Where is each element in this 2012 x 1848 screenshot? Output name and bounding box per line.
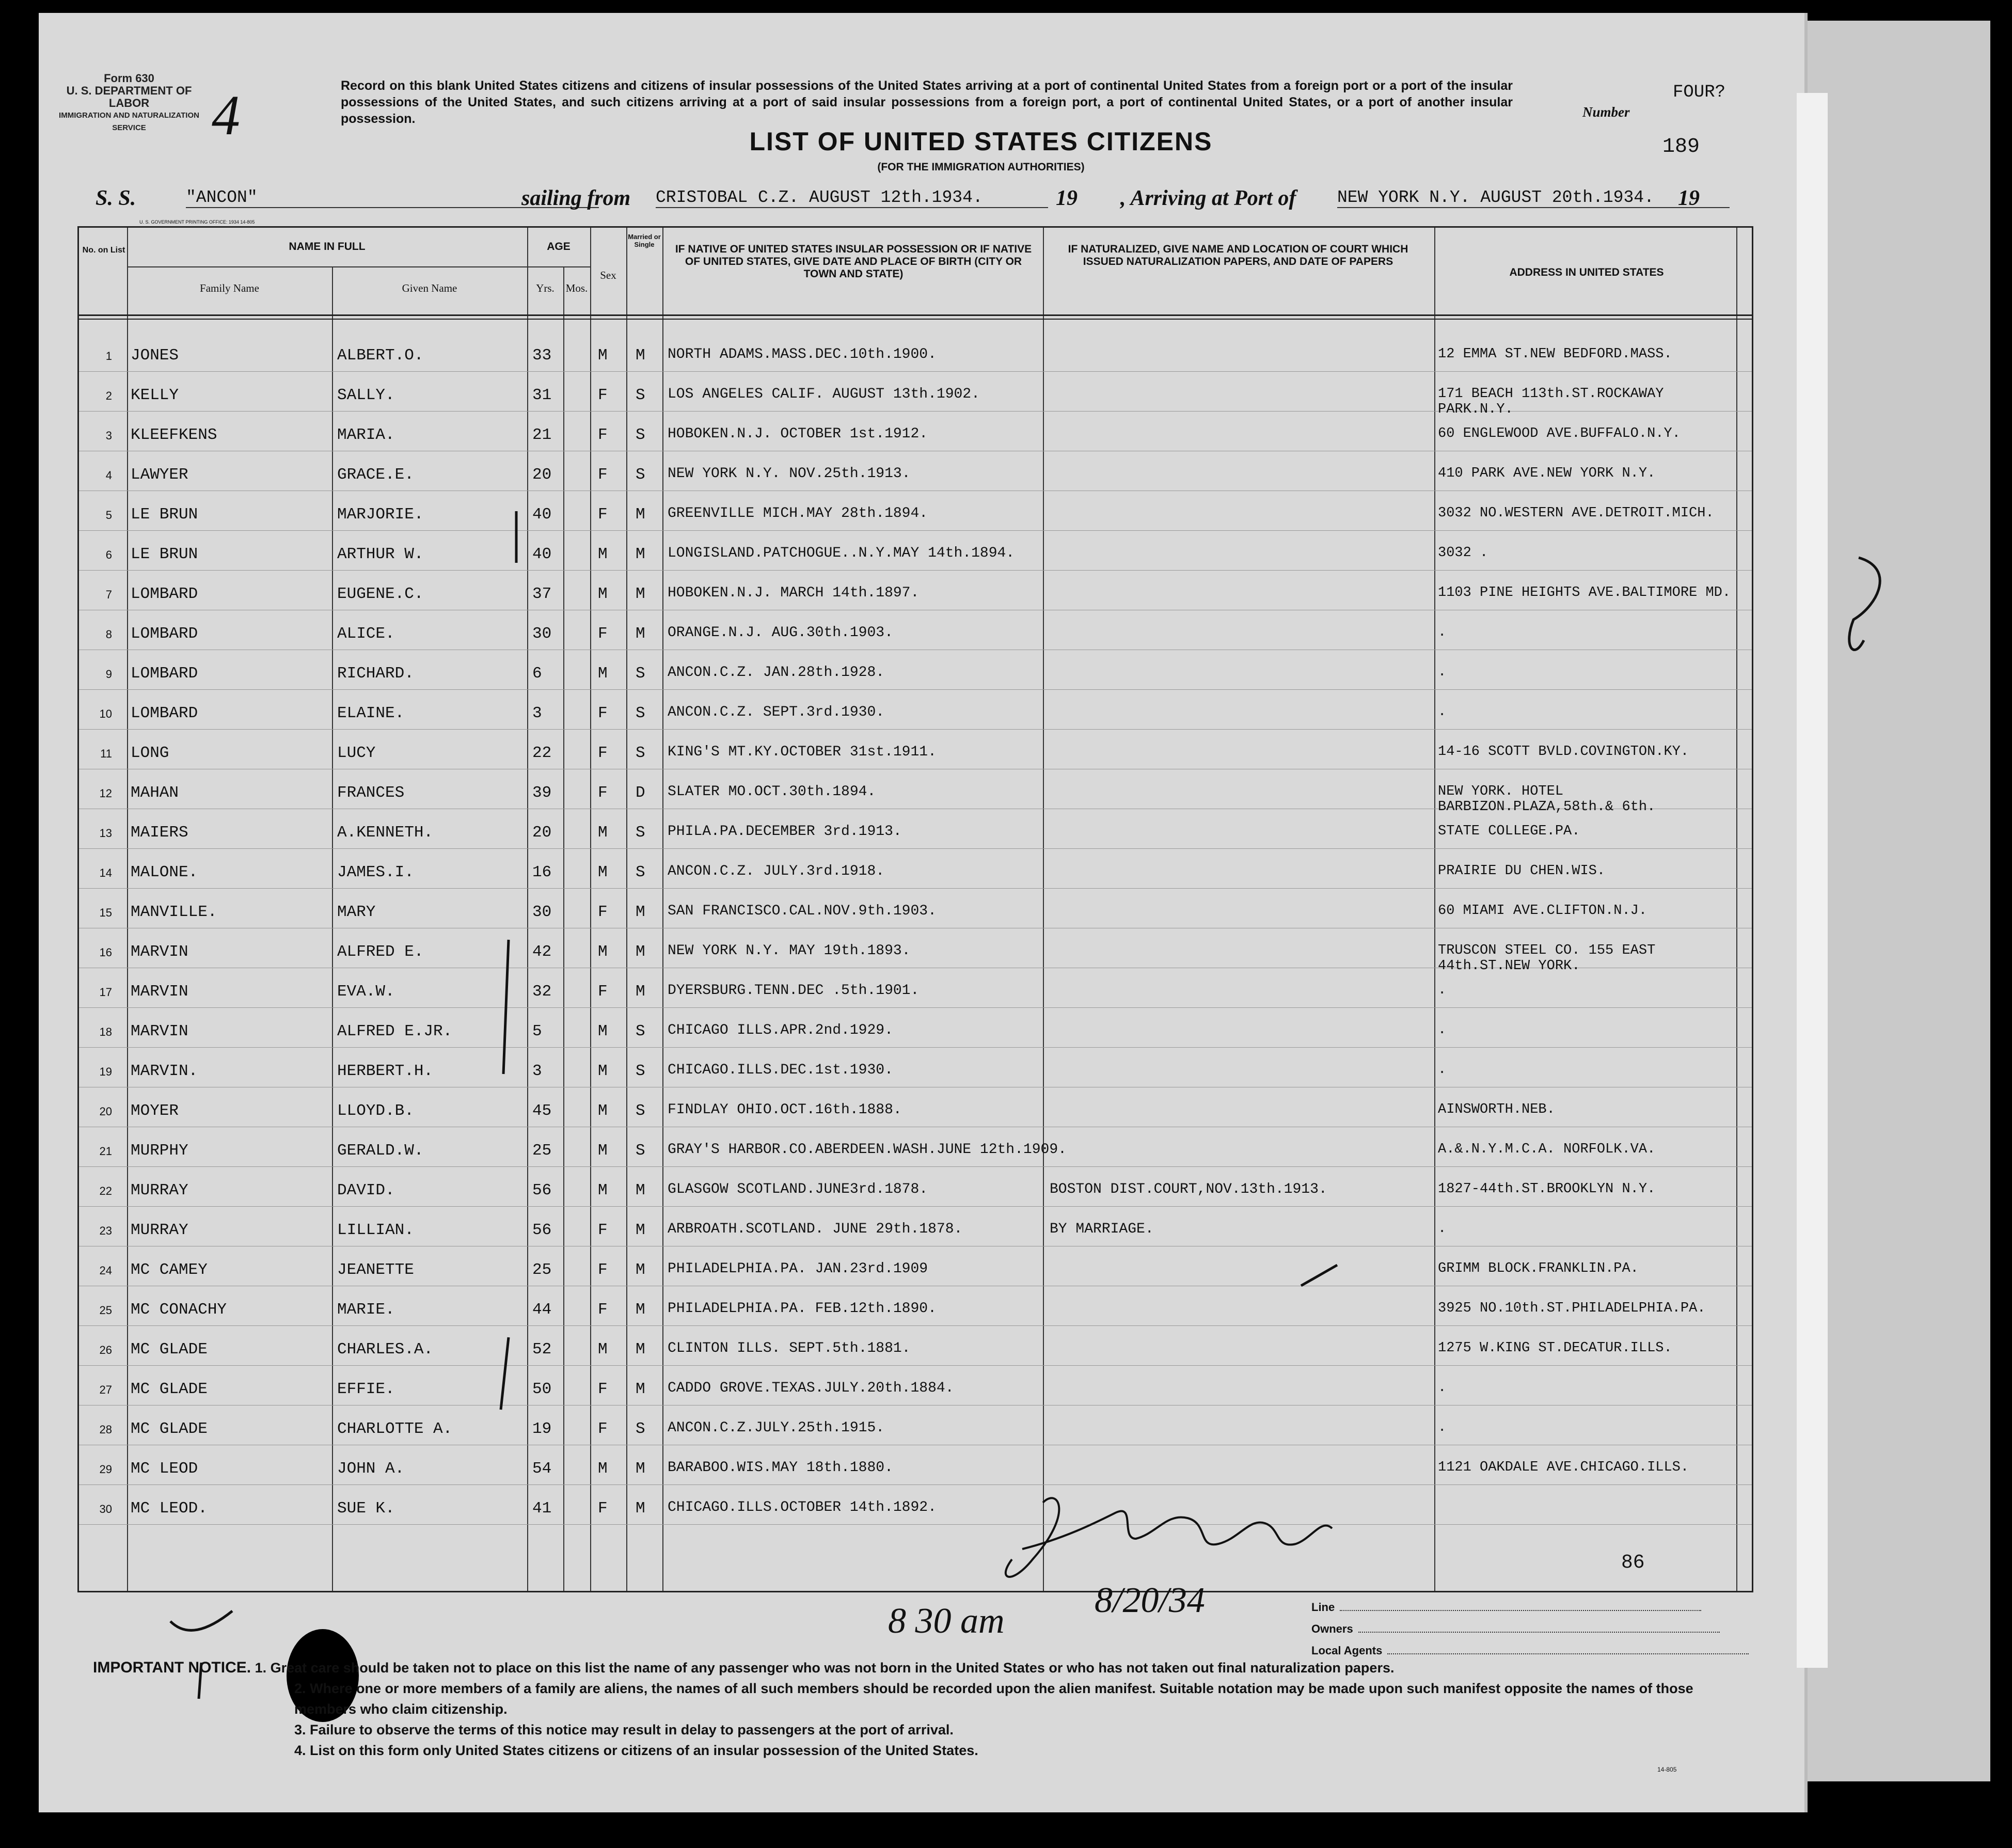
- cell-addr: PRAIRIE DU CHEN.WIS.: [1438, 863, 1606, 879]
- cell-given: MARIA.: [337, 426, 395, 444]
- cell-birth: LONGISLAND.PATCHOGUE..N.Y.MAY 14th.1894.: [668, 545, 1015, 561]
- service-name: IMMIGRATION AND NATURALIZATION SERVICE: [59, 111, 199, 132]
- cell-family: LE BRUN: [131, 506, 198, 524]
- cell-birth: PHILADELPHIA.PA. JAN.23rd.1909: [668, 1261, 928, 1277]
- cell-ms: S: [636, 824, 645, 842]
- cell-given: EVA.W.: [337, 983, 395, 1001]
- cell-family: MC CAMEY: [131, 1261, 208, 1279]
- entry-count: 86: [1621, 1552, 1645, 1574]
- cell-ms: S: [636, 1102, 645, 1120]
- cell-age: 30: [532, 903, 552, 921]
- cell-sex: F: [598, 744, 608, 762]
- cell-addr: 1827-44th.ST.BROOKLYN N.Y.: [1438, 1181, 1656, 1197]
- header-age: AGE: [547, 241, 571, 252]
- cell-no: 12: [99, 787, 112, 800]
- cell-no: 9: [105, 668, 112, 681]
- cell-sex: F: [598, 466, 608, 484]
- cell-addr: .: [1438, 704, 1447, 720]
- cell-addr: 3925 NO.10th.ST.PHILADELPHIA.PA.: [1438, 1301, 1706, 1316]
- cell-no: 29: [99, 1463, 112, 1476]
- cell-sex: F: [598, 1221, 608, 1239]
- cell-birth: ANCON.C.Z. JULY.3rd.1918.: [668, 863, 885, 879]
- year-label-2: 19: [1678, 186, 1700, 210]
- cell-ms: M: [636, 506, 645, 524]
- handwritten-date: 8/20/34: [1095, 1581, 1205, 1620]
- cell-family: MAIERS: [131, 824, 188, 842]
- cell-ms: S: [636, 1062, 645, 1080]
- cell-given: FRANCES: [337, 784, 405, 802]
- cell-family: MC GLADE: [131, 1340, 208, 1359]
- cell-birth: ORANGE.N.J. AUG.30th.1903.: [668, 625, 893, 641]
- cell-sex: F: [598, 1380, 608, 1398]
- cell-ms: M: [636, 585, 645, 603]
- cell-given: A.KENNETH.: [337, 824, 434, 842]
- cell-addr: 14-16 SCOTT BVLD.COVINGTON.KY.: [1438, 744, 1689, 760]
- cell-ms: M: [636, 943, 645, 961]
- cell-family: MANVILLE.: [131, 903, 217, 921]
- cell-addr: 60 ENGLEWOOD AVE.BUFFALO.N.Y.: [1438, 426, 1681, 441]
- sailing-label: sailing from: [521, 186, 631, 210]
- cell-age: 52: [532, 1340, 552, 1359]
- cell-family: MARVIN.: [131, 1062, 198, 1080]
- handwritten-time: 8 30 am: [888, 1601, 1005, 1641]
- cell-family: MARVIN: [131, 1022, 188, 1040]
- cell-sex: M: [598, 1022, 608, 1040]
- cell-ms: M: [636, 983, 645, 1001]
- cell-given: SALLY.: [337, 386, 395, 404]
- cell-addr: GRIMM BLOCK.FRANKLIN.PA.: [1438, 1261, 1639, 1276]
- cell-sex: F: [598, 506, 608, 524]
- cell-sex: M: [598, 346, 608, 365]
- cell-birth: PHILA.PA.DECEMBER 3rd.1913.: [668, 824, 902, 840]
- cell-no: 8: [105, 628, 112, 641]
- cell-ms: S: [636, 386, 645, 404]
- header-married-single: Married or Single: [628, 233, 661, 248]
- agents-blank: [1387, 1653, 1749, 1654]
- cell-given: EUGENE.C.: [337, 585, 424, 603]
- handwritten-mark: 4: [212, 84, 240, 147]
- number-label: Number: [1582, 104, 1630, 120]
- page-subtitle: (FOR THE IMMIGRATION AUTHORITIES): [877, 161, 1085, 173]
- cell-given: JAMES.I.: [337, 863, 414, 881]
- cell-ms: M: [636, 346, 645, 365]
- cell-given: GRACE.E.: [337, 466, 414, 484]
- cell-family: MC LEOD: [131, 1460, 198, 1478]
- cell-age: 40: [532, 545, 552, 563]
- cell-age: 25: [532, 1261, 552, 1279]
- cell-ms: M: [636, 1261, 645, 1279]
- cell-age: 25: [532, 1142, 552, 1160]
- cell-given: JOHN A.: [337, 1460, 405, 1478]
- cell-no: 22: [99, 1184, 112, 1197]
- owners-label: Owners: [1311, 1622, 1353, 1635]
- cell-given: ALFRED E.: [337, 943, 424, 961]
- cell-addr: 60 MIAMI AVE.CLIFTON.N.J.: [1438, 903, 1647, 919]
- cell-birth: LOS ANGELES CALIF. AUGUST 13th.1902.: [668, 386, 980, 402]
- cell-sex: F: [598, 1420, 608, 1438]
- cell-birth: GLASGOW SCOTLAND.JUNE3rd.1878.: [668, 1181, 928, 1197]
- cell-birth: PHILADELPHIA.PA. FEB.12th.1890.: [668, 1301, 937, 1317]
- cell-ms: M: [636, 1380, 645, 1398]
- cell-family: MC CONACHY: [131, 1301, 227, 1319]
- cell-given: MARY: [337, 903, 376, 921]
- cell-birth: BARABOO.WIS.MAY 18th.1880.: [668, 1460, 893, 1476]
- cell-sex: M: [598, 1142, 608, 1160]
- agents-field: [1311, 1644, 1749, 1657]
- ss-label: S. S.: [96, 186, 136, 210]
- cell-given: CHARLOTTE A.: [337, 1420, 453, 1438]
- cell-sex: F: [598, 983, 608, 1001]
- cell-birth: GREENVILLE MICH.MAY 28th.1894.: [668, 506, 928, 522]
- cell-sex: F: [598, 386, 608, 404]
- cell-no: 18: [99, 1025, 112, 1038]
- cell-family: MC GLADE: [131, 1380, 208, 1398]
- cell-age: 50: [532, 1380, 552, 1398]
- header-birth: IF NATIVE OF UNITED STATES INSULAR POSSESSION OR IF NATIVE OF UNITED STATES, GIVE DATE AND PLACE OF BIRTH (CITY OR TOWN AND STATE): [675, 243, 1032, 280]
- cell-addr: .: [1438, 665, 1447, 680]
- cell-family: LONG: [131, 744, 169, 762]
- cell-given: RICHARD.: [337, 665, 414, 683]
- cell-given: GERALD.W.: [337, 1142, 424, 1160]
- cell-age: 54: [532, 1460, 552, 1478]
- cell-no: 13: [99, 827, 112, 840]
- cell-addr: .: [1438, 625, 1447, 640]
- cell-family: JONES: [131, 346, 179, 365]
- cell-no: 20: [99, 1105, 112, 1118]
- cell-no: 24: [99, 1264, 112, 1277]
- cell-no: 25: [99, 1304, 112, 1317]
- ship-name: "ANCON": [186, 188, 599, 208]
- cell-addr: .: [1438, 1380, 1447, 1396]
- cell-no: 21: [99, 1145, 112, 1158]
- cell-birth: CHICAGO.ILLS.OCTOBER 14th.1892.: [668, 1499, 937, 1515]
- cell-family: MURPHY: [131, 1142, 188, 1160]
- cell-birth: NEW YORK N.Y. NOV.25th.1913.: [668, 466, 911, 482]
- cell-given: LILLIAN.: [337, 1221, 414, 1239]
- cell-age: 56: [532, 1221, 552, 1239]
- cell-given: ELAINE.: [337, 704, 405, 722]
- cell-ms: S: [636, 863, 645, 881]
- cell-birth: NEW YORK N.Y. MAY 19th.1893.: [668, 943, 911, 959]
- cell-ms: M: [636, 625, 645, 643]
- cell-no: 30: [99, 1503, 112, 1515]
- notice-item-4: 4. List on this form only United States citizens or citizens of an insular possession of the United States.: [294, 1743, 978, 1758]
- year-label: 19: [1056, 186, 1078, 210]
- cell-ms: S: [636, 704, 645, 722]
- cell-given: LUCY: [337, 744, 376, 762]
- cell-family: LE BRUN: [131, 545, 198, 563]
- owners-field: [1311, 1622, 1720, 1636]
- cell-sex: F: [598, 426, 608, 444]
- cell-birth: GRAY'S HARBOR.CO.ABERDEEN.WASH.JUNE 12th.1909.: [668, 1142, 1067, 1158]
- cell-given: ALICE.: [337, 625, 395, 643]
- cell-sex: F: [598, 1301, 608, 1319]
- cell-no: 1: [105, 350, 112, 362]
- cell-sex: F: [598, 1261, 608, 1279]
- cell-family: MC GLADE: [131, 1420, 208, 1438]
- cell-family: MALONE.: [131, 863, 198, 881]
- cell-birth: DYERSBURG.TENN.DEC .5th.1901.: [668, 983, 920, 999]
- header-sex: Sex: [600, 269, 616, 281]
- cell-sex: M: [598, 1102, 608, 1120]
- notice-item-2: 2. Where one or more members of a family are aliens, the names of all such members should be recorded upon the alien manifest. Suitable notation may be made upon such manifest opposite the names of those members who claim citizenship.: [294, 1681, 1693, 1717]
- cell-age: 39: [532, 784, 552, 802]
- header-name-in-full: NAME IN FULL: [289, 241, 366, 252]
- cell-addr: .: [1438, 1221, 1447, 1237]
- cell-addr: STATE COLLEGE.PA.: [1438, 824, 1580, 839]
- arriving-label: , Arriving at Port of: [1120, 186, 1296, 210]
- department-name: U. S. DEPARTMENT OF LABOR: [66, 84, 192, 109]
- cell-age: 41: [532, 1499, 552, 1518]
- cell-nat: BOSTON DIST.COURT,NOV.13th.1913.: [1050, 1181, 1327, 1197]
- page-title: LIST OF UNITED STATES CITIZENS: [749, 127, 1213, 156]
- cell-no: 15: [99, 906, 112, 919]
- header-address: ADDRESS IN UNITED STATES: [1509, 266, 1664, 278]
- cell-ms: D: [636, 784, 645, 802]
- important-notice: [93, 1657, 1745, 1761]
- cell-birth: SLATER MO.OCT.30th.1894.: [668, 784, 876, 800]
- cell-age: 21: [532, 426, 552, 444]
- cell-birth: ANCON.C.Z.JULY.25th.1915.: [668, 1420, 885, 1436]
- cell-given: ARTHUR W.: [337, 545, 424, 563]
- cell-family: MOYER: [131, 1102, 179, 1120]
- cell-given: SUE K.: [337, 1499, 395, 1518]
- header-mos: Mos.: [565, 282, 588, 294]
- header-no: No. on List: [82, 246, 125, 255]
- cell-age: 3: [532, 1062, 542, 1080]
- cell-birth: HOBOKEN.N.J. MARCH 14th.1897.: [668, 585, 920, 601]
- cell-age: 31: [532, 386, 552, 404]
- cell-ms: M: [636, 1340, 645, 1359]
- cell-no: 26: [99, 1344, 112, 1356]
- form-number: Form 630: [104, 72, 154, 85]
- cell-sex: M: [598, 1460, 608, 1478]
- cell-age: 37: [532, 585, 552, 603]
- cell-no: 23: [99, 1224, 112, 1237]
- cell-addr: 1275 W.KING ST.DECATUR.ILLS.: [1438, 1340, 1672, 1356]
- cell-addr: 1103 PINE HEIGHTS AVE.BALTIMORE MD.: [1438, 585, 1731, 601]
- cell-sex: F: [598, 1499, 608, 1518]
- cell-family: MAHAN: [131, 784, 179, 802]
- cell-family: LOMBARD: [131, 665, 198, 683]
- cell-ms: M: [636, 903, 645, 921]
- cell-sex: M: [598, 1062, 608, 1080]
- cell-no: 10: [99, 707, 112, 720]
- cell-addr: 171 BEACH 113th.ST.ROCKAWAY PARK.N.Y.: [1438, 386, 1664, 417]
- cell-no: 17: [99, 986, 112, 999]
- cell-family: MURRAY: [131, 1221, 188, 1239]
- cell-family: MARVIN: [131, 983, 188, 1001]
- cell-sex: F: [598, 704, 608, 722]
- line-label: Line: [1311, 1601, 1335, 1614]
- cell-addr: TRUSCON STEEL CO. 155 EAST 44th.ST.NEW YORK.: [1438, 943, 1656, 974]
- cell-addr: 12 EMMA ST.NEW BEDFORD.MASS.: [1438, 346, 1672, 362]
- cell-given: EFFIE.: [337, 1380, 395, 1398]
- cell-birth: FINDLAY OHIO.OCT.16th.1888.: [668, 1102, 902, 1118]
- cell-addr: .: [1438, 983, 1447, 998]
- intro-text: Record on this blank United States citizens and citizens of insular possessions of the United States arriving at a port of continental United States from a foreign port or a port of the insular possessions of the United States, and such citizens arriving at a port of said insular possessions from a foreign port, a port of continental United States, or a port of another insular possession.: [341, 78, 1513, 126]
- cell-no: 28: [99, 1423, 112, 1436]
- cell-no: 16: [99, 946, 112, 959]
- line-field: [1311, 1601, 1701, 1614]
- cell-addr: 1121 OAKDALE AVE.CHICAGO.ILLS.: [1438, 1460, 1689, 1475]
- printer-line: U. S. GOVERNMENT PRINTING OFFICE: 1934 14-805: [139, 219, 255, 225]
- cell-ms: S: [636, 426, 645, 444]
- cell-age: 44: [532, 1301, 552, 1319]
- cell-sex: M: [598, 943, 608, 961]
- cell-addr: NEW YORK. HOTEL BARBIZON.PLAZA,58th.& 6th.: [1438, 784, 1656, 815]
- cell-sex: M: [598, 824, 608, 842]
- owners-blank: [1358, 1632, 1720, 1633]
- header-naturalized: IF NATURALIZED, GIVE NAME AND LOCATION OF COURT WHICH ISSUED NATURALIZATION PAPERS, AND DATE OF PAPERS: [1068, 243, 1408, 267]
- cell-ms: S: [636, 744, 645, 762]
- cell-age: 6: [532, 665, 542, 683]
- cell-no: 5: [105, 509, 112, 522]
- line-blank: [1340, 1610, 1701, 1611]
- cell-sex: M: [598, 665, 608, 683]
- cell-birth: ANCON.C.Z. JAN.28th.1928.: [668, 665, 885, 681]
- cell-birth: CHICAGO ILLS.APR.2nd.1929.: [668, 1022, 893, 1038]
- cell-no: 6: [105, 548, 112, 561]
- agents-label: Local Agents: [1311, 1644, 1383, 1657]
- cell-given: JEANETTE: [337, 1261, 414, 1279]
- cell-age: 56: [532, 1181, 552, 1199]
- cell-sex: M: [598, 863, 608, 881]
- cell-birth: KING'S MT.KY.OCTOBER 31st.1911.: [668, 744, 937, 760]
- notice-item-1: 1. Great care should be taken not to place on this list the name of any passenger who was not born in the United States or who has not taken out final naturalization papers.: [255, 1660, 1395, 1676]
- cell-addr: A.&.N.Y.M.C.A. NORFOLK.VA.: [1438, 1142, 1656, 1157]
- header-family-name: Family Name: [200, 282, 259, 294]
- cell-age: 42: [532, 943, 552, 961]
- cell-sex: M: [598, 585, 608, 603]
- page-number: 189: [1662, 135, 1700, 159]
- cell-birth: NORTH ADAMS.MASS.DEC.10th.1900.: [668, 346, 937, 362]
- cell-ms: M: [636, 545, 645, 563]
- cell-given: ALFRED E.JR.: [337, 1022, 453, 1040]
- cell-family: MURRAY: [131, 1181, 188, 1199]
- cell-no: 27: [99, 1383, 112, 1396]
- notice-item-3: 3. Failure to observe the terms of this notice may result in delay to passengers at the port of arrival.: [294, 1722, 954, 1738]
- cell-family: MC LEOD.: [131, 1499, 208, 1518]
- cell-age: 20: [532, 824, 552, 842]
- cell-birth: SAN FRANCISCO.CAL.NOV.9th.1903.: [668, 903, 937, 919]
- cell-ms: M: [636, 1460, 645, 1478]
- cell-age: 45: [532, 1102, 552, 1120]
- cell-addr: .: [1438, 1420, 1447, 1435]
- cell-addr: .: [1438, 1022, 1447, 1038]
- cell-family: KLEEFKENS: [131, 426, 217, 444]
- cell-no: 14: [99, 866, 112, 879]
- cell-family: KELLY: [131, 386, 179, 404]
- cell-family: LAWYER: [131, 466, 188, 484]
- cell-birth: HOBOKEN.N.J. OCTOBER 1st.1912.: [668, 426, 928, 442]
- cell-addr: 410 PARK AVE.NEW YORK N.Y.: [1438, 466, 1656, 481]
- cell-nat: BY MARRIAGE.: [1050, 1221, 1154, 1237]
- cell-given: CHARLES.A.: [337, 1340, 434, 1359]
- cell-given: LLOYD.B.: [337, 1102, 414, 1120]
- cell-ms: M: [636, 1499, 645, 1518]
- arriving-at: NEW YORK N.Y. AUGUST 20th.1934.: [1337, 188, 1730, 208]
- cell-sex: F: [598, 625, 608, 643]
- cell-age: 33: [532, 346, 552, 365]
- cell-age: 16: [532, 863, 552, 881]
- cell-sex: F: [598, 903, 608, 921]
- cell-no: 2: [105, 389, 112, 402]
- cell-given: DAVID.: [337, 1181, 395, 1199]
- cell-age: 20: [532, 466, 552, 484]
- signature: [1006, 1498, 1332, 1577]
- cell-given: ALBERT.O.: [337, 346, 424, 365]
- cell-birth: CLINTON ILLS. SEPT.5th.1881.: [668, 1340, 911, 1356]
- cell-addr: 3032 NO.WESTERN AVE.DETROIT.MICH.: [1438, 506, 1714, 521]
- cell-given: MARIE.: [337, 1301, 395, 1319]
- cell-given: MARJORIE.: [337, 506, 424, 524]
- cell-family: MARVIN: [131, 943, 188, 961]
- cell-birth: CHICAGO.ILLS.DEC.1st.1930.: [668, 1062, 893, 1078]
- cell-sex: M: [598, 1181, 608, 1199]
- cell-addr: 3032 .: [1438, 545, 1488, 561]
- cell-birth: CADDO GROVE.TEXAS.JULY.20th.1884.: [668, 1380, 954, 1396]
- cell-sex: M: [598, 1340, 608, 1359]
- cell-given: HERBERT.H.: [337, 1062, 434, 1080]
- cell-family: LOMBARD: [131, 585, 198, 603]
- cell-no: 7: [105, 588, 112, 601]
- cell-birth: ANCON.C.Z. SEPT.3rd.1930.: [668, 704, 885, 720]
- cell-age: 30: [532, 625, 552, 643]
- form-code: 14-805: [1657, 1766, 1677, 1773]
- cell-age: 3: [532, 704, 542, 722]
- sailing-from: CRISTOBAL C.Z. AUGUST 12th.1934.: [656, 188, 1048, 208]
- cell-ms: S: [636, 665, 645, 683]
- cell-age: 40: [532, 506, 552, 524]
- cell-sex: F: [598, 784, 608, 802]
- cell-ms: S: [636, 1022, 645, 1040]
- cell-age: 32: [532, 983, 552, 1001]
- cell-ms: S: [636, 1420, 645, 1438]
- cell-family: LOMBARD: [131, 625, 198, 643]
- cell-age: 19: [532, 1420, 552, 1438]
- cell-age: 5: [532, 1022, 542, 1040]
- notice-title: IMPORTANT NOTICE.: [93, 1659, 251, 1676]
- cell-addr: AINSWORTH.NEB.: [1438, 1102, 1555, 1117]
- cell-ms: S: [636, 466, 645, 484]
- cell-family: LOMBARD: [131, 704, 198, 722]
- cell-ms: M: [636, 1301, 645, 1319]
- cell-no: 3: [105, 429, 112, 442]
- cell-ms: M: [636, 1181, 645, 1199]
- cell-ms: M: [636, 1221, 645, 1239]
- header-given-name: Given Name: [402, 282, 457, 294]
- cell-no: 11: [100, 747, 112, 760]
- cell-no: 19: [99, 1065, 112, 1078]
- header-yrs: Yrs.: [536, 282, 555, 294]
- cell-addr: .: [1438, 1062, 1447, 1078]
- list-number: FOUR?: [1673, 83, 1726, 102]
- cell-sex: M: [598, 545, 608, 563]
- cell-birth: ARBROATH.SCOTLAND. JUNE 29th.1878.: [668, 1221, 963, 1237]
- cell-no: 4: [105, 469, 112, 482]
- cell-ms: S: [636, 1142, 645, 1160]
- cell-age: 22: [532, 744, 552, 762]
